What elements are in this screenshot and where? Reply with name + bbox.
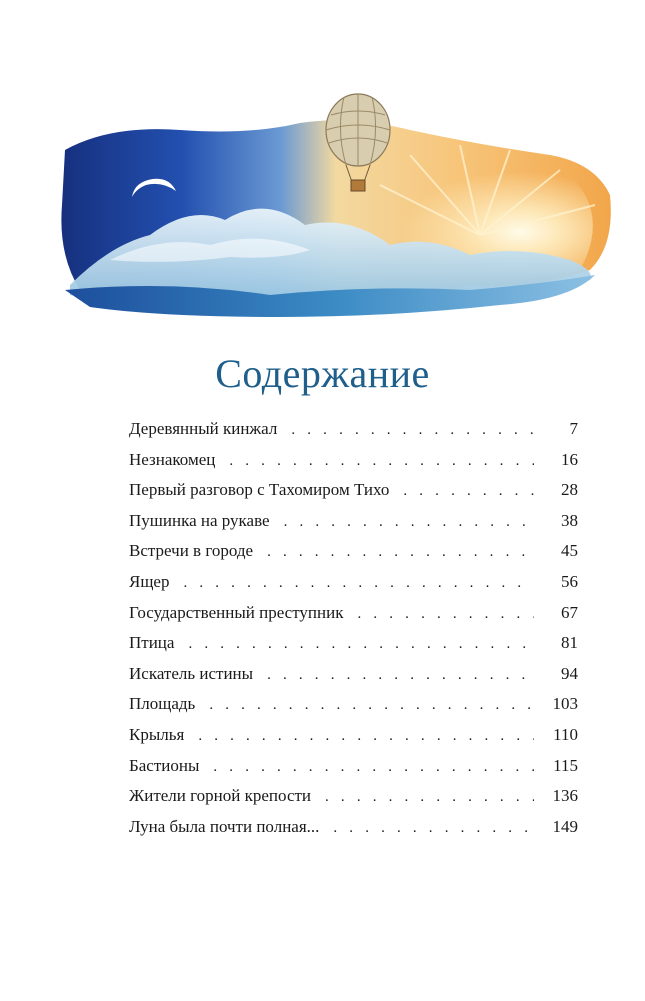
toc-entry-title: Птица (129, 633, 175, 653)
toc-entry-page: 45 (561, 541, 578, 561)
toc-entry[interactable] (129, 450, 578, 481)
toc-entry-page: 115 (553, 755, 578, 775)
dot-leader (284, 514, 534, 531)
toc-entry-title: Искатель истины (129, 663, 254, 683)
toc-entry[interactable] (129, 664, 578, 695)
toc-entry-title: Пушинка на рукаве (129, 510, 270, 530)
toc-entry-title: Деревянный кинжал (129, 419, 278, 438)
dot-leader (209, 697, 534, 714)
toc-entry[interactable] (129, 817, 578, 848)
dot-leader (325, 789, 534, 806)
toc-entry-title: Незнакомец (129, 449, 216, 469)
dot-leader (403, 483, 534, 500)
sky-painting (50, 85, 620, 325)
toc-entry[interactable] (129, 786, 578, 817)
toc-entry-title: Крылья (129, 724, 185, 744)
dot-leader (183, 575, 534, 592)
toc-entry-page: 56 (561, 571, 578, 591)
hot-air-balloon-illustration (50, 85, 620, 325)
dot-leader (213, 759, 534, 776)
toc-entry[interactable] (129, 603, 578, 634)
toc-entry-title: Жители горной крепости (129, 786, 312, 806)
toc-entry[interactable] (129, 756, 578, 787)
toc-entry[interactable] (129, 694, 578, 725)
toc-entry[interactable] (129, 511, 578, 542)
toc-entry-page: 103 (552, 694, 578, 714)
toc-entry-page: 136 (552, 786, 578, 806)
dot-leader (267, 544, 534, 561)
dot-leader (357, 606, 534, 623)
toc-entry-page: 38 (561, 510, 578, 530)
toc-entry[interactable] (129, 541, 578, 572)
toc-entry-page: 149 (552, 816, 578, 836)
toc-entry-page: 94 (561, 663, 578, 683)
toc-entry[interactable] (129, 480, 578, 511)
toc-entry-title: Первый разговор с Тахомиром Тихо (129, 480, 390, 500)
dot-leader (291, 422, 534, 439)
toc-entry-title: Ящер (129, 571, 170, 591)
toc-entry-page: 67 (561, 602, 578, 622)
toc-entry-page: 81 (561, 633, 578, 653)
toc-entry-title: Бастионы (129, 755, 200, 775)
dot-leader (229, 453, 534, 470)
toc-entry-page: 16 (561, 449, 578, 469)
toc-entry[interactable] (129, 725, 578, 756)
toc-entry-title: Площадь (129, 694, 196, 714)
dot-leader (198, 728, 534, 745)
table-of-contents (129, 419, 578, 847)
toc-entry-title: Государственный преступник (129, 602, 344, 622)
dot-leader (188, 636, 534, 653)
toc-entry[interactable] (129, 633, 578, 664)
toc-entry-page: 110 (553, 724, 578, 744)
toc-entry-page: 28 (561, 480, 578, 500)
toc-entry[interactable] (129, 419, 578, 450)
toc-entry[interactable] (129, 572, 578, 603)
page-title: Содержание (215, 351, 430, 396)
dot-leader (267, 667, 534, 684)
toc-entry-page: 7 (569, 419, 578, 438)
toc-entry-title: Луна была почти полная... (129, 816, 320, 836)
dot-leader (333, 820, 534, 837)
toc-entry-title: Встречи в городе (129, 541, 254, 561)
